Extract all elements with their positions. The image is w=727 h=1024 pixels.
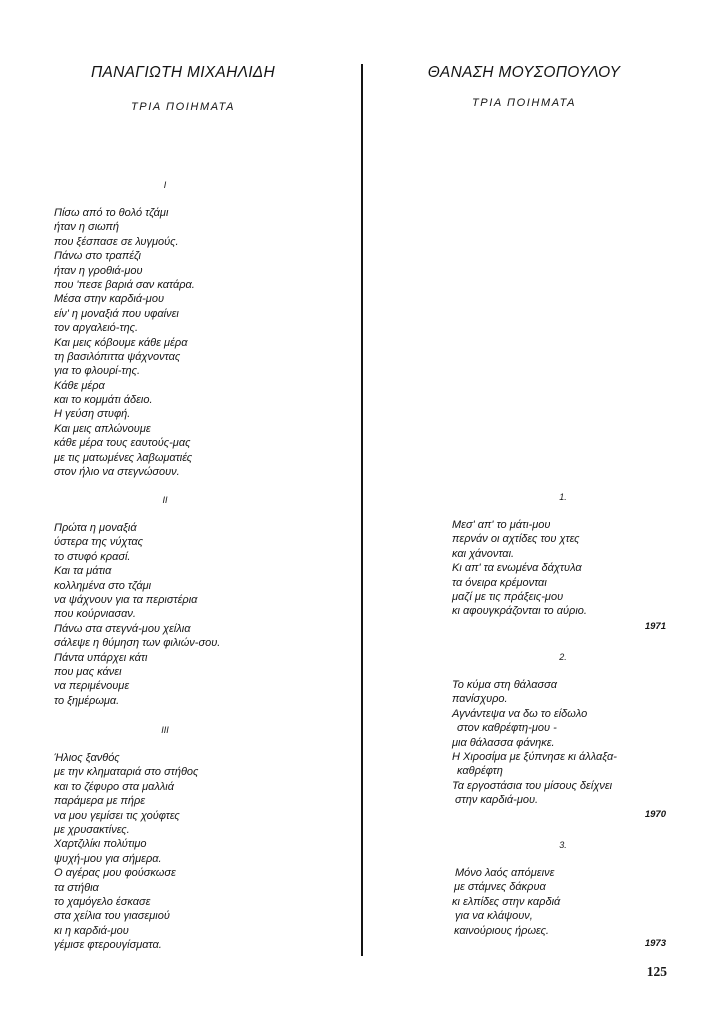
poem-line: και το κομμάτι άδειο. [54,394,153,407]
section-subtitle: ΤΡΙΑ ΠΟΙΗΜΑΤΑ [471,97,577,109]
poem-line: στην καρδιά-μου. [455,794,539,807]
poem-line: για το φλουρί-της. [54,365,141,378]
author-title: ΘΑΝΑΣΗ ΜΟΥΣΟΠΟΥΛΟΥ [427,64,621,81]
poem-year: 1971 [644,621,666,632]
poem-line: Χαρτζιλίκι πολύτιμο [54,838,147,851]
poem-line: με χρυσακτίνες. [54,823,130,836]
poem-line: κολλημένα στο τζάμι [54,579,152,592]
author-title: ΠΑΝΑΓΙΩΤΗ ΜΙΧΑΗΛΙΔΗ [90,64,276,81]
poem-line: κι η καρδιά-μου [54,924,129,937]
poem-line: Μεσ' απ' το μάτι-μου [452,519,551,531]
poem-line: να ψάχνουν για τα περιστέρια [54,593,198,606]
poem-line: κι αφουγκράζονται το αύριο. [452,605,587,618]
poem-numeral: 2. [559,652,567,662]
poem-line: και το ζέφυρο στα μαλλιά [54,780,174,793]
poem-line: μαζί με τις πράξεις-μου [452,590,564,603]
poem-numeral: I [163,180,167,190]
poem-line: το ξημέρωμα. [54,694,120,707]
poem-line: που κούρνιασαν. [54,608,136,621]
poem-line: ψυχή-μου για σήμερα. [54,852,162,865]
poem [452,866,560,938]
poem-numeral: III [161,725,169,735]
poem-line: Μόνο λαός απόμεινε [455,867,555,879]
poem-line: το χαμόγελο έσκασε [54,895,151,908]
poem-line: για να κλάψουν, [455,910,533,923]
poem-line: που ξέσπασε σε λυγμούς. [54,235,179,248]
poem-line: πανίσχυρο. [452,693,508,706]
column-divider [361,64,363,956]
poem [452,518,587,619]
poem [452,678,617,808]
poem-line: σάλεψε η θύμηση των φιλιών-σου. [54,637,221,650]
poem-line: το στυφό κρασί. [54,550,131,563]
poem-numeral: II [162,495,168,505]
poem-numeral: 3. [559,840,567,850]
poem-line: ήταν η σιωπή [54,221,119,234]
poem-line: Ο αγέρας μου φούσκωσε [54,867,176,880]
poem [54,206,195,479]
poem-line: Το κύμα στη θάλασσα [452,679,558,691]
poem-line: παράμερα με πήρε [54,795,146,808]
poem [54,521,220,708]
poem-line: Πίσω από το θολό τζάμι [54,207,169,219]
poem-line: είν' η μοναξιά που υφαίνει [54,307,179,320]
poem-line: με τις ματωμένες λαβωματιές [54,451,193,464]
poem-line: Κι απ' τα ενωμένα δάχτυλα [452,562,582,575]
poem-line: καινούριους ήρωες. [454,924,549,937]
poem-line: με στάμνες δάκρυα [454,881,546,894]
poem-line: περνάν οι αχτίδες του χτες [452,533,580,546]
poem-line: στον ήλιο να στεγνώσουν. [54,466,180,479]
poem-line: Πάντα υπάρχει κάτι [54,651,148,664]
poem-line: τα όνειρα κρέμονται [452,576,547,589]
poem-line: Και τα μάτια [54,565,112,578]
poem-line: Η Χιροσίμα με ξύπνησε κι άλλαξα- [452,750,617,763]
page-number: 125 [646,964,667,979]
poem-line: Και μεις κόβουμε κάθε μέρα [54,336,188,349]
poem-numeral: 1. [559,492,567,502]
poem-line: να μου γεμίσει τις χούφτες [54,809,180,822]
poem-line: που μας κάνει [54,665,122,678]
poem-year: 1973 [644,938,666,949]
poem-line: Πάνω στο τραπέζι [54,250,141,263]
poem-line: Αγνάντεψα να δω το είδωλο [452,707,588,720]
poem-line: Και μεις απλώνουμε [54,422,151,435]
poem-line: ήταν η γροθιά-μου [54,264,143,277]
poem-line: καθρέφτη [457,765,503,778]
poem-line: που 'πεσε βαριά σαν κατάρα. [54,278,195,291]
poem-line: κάθε μέρα τους εαυτούς-μας [54,437,191,450]
poem-line: με την κληματαριά στο στήθος [54,766,199,779]
poem-line: γέμισε φτερουγίσματα. [54,939,162,952]
poem-line: Πρώτα η μοναξιά [54,522,137,534]
poem-line: ύστερα της νύχτας [54,536,144,549]
section-subtitle: ΤΡΙΑ ΠΟΙΗΜΑΤΑ [130,101,236,113]
poem-line: να περιμένουμε [54,680,130,693]
poem-line: τη βασιλόπιττα ψάχνοντας [54,350,181,363]
poem-line: Ήλιος ξανθός [54,752,120,764]
poem-line: Πάνω στα στεγνά-μου χείλια [54,622,191,635]
poem-line: τον αργαλειό-της. [54,322,139,335]
poem-line: κι ελπίδες στην καρδιά [452,895,561,908]
poem-line: τα στήθια [54,881,99,894]
poem-line: Μέσα στην καρδιά-μου [54,293,164,306]
poem-line: στον καθρέφτη-μου - [457,722,557,735]
poem-line: Κάθε μέρα [54,379,105,392]
poem-line: Η γεύση στυφή. [54,408,131,421]
poem-line: Τα εργοστάσια του μίσους δείχνει [452,779,613,792]
poem-line: μια θάλασσα φάνηκε. [452,736,555,749]
poem-year: 1970 [644,809,666,820]
poem [54,751,198,952]
poem-line: στα χείλια του γιασεμιού [54,910,170,923]
poem-line: και χάνονται. [452,547,515,560]
